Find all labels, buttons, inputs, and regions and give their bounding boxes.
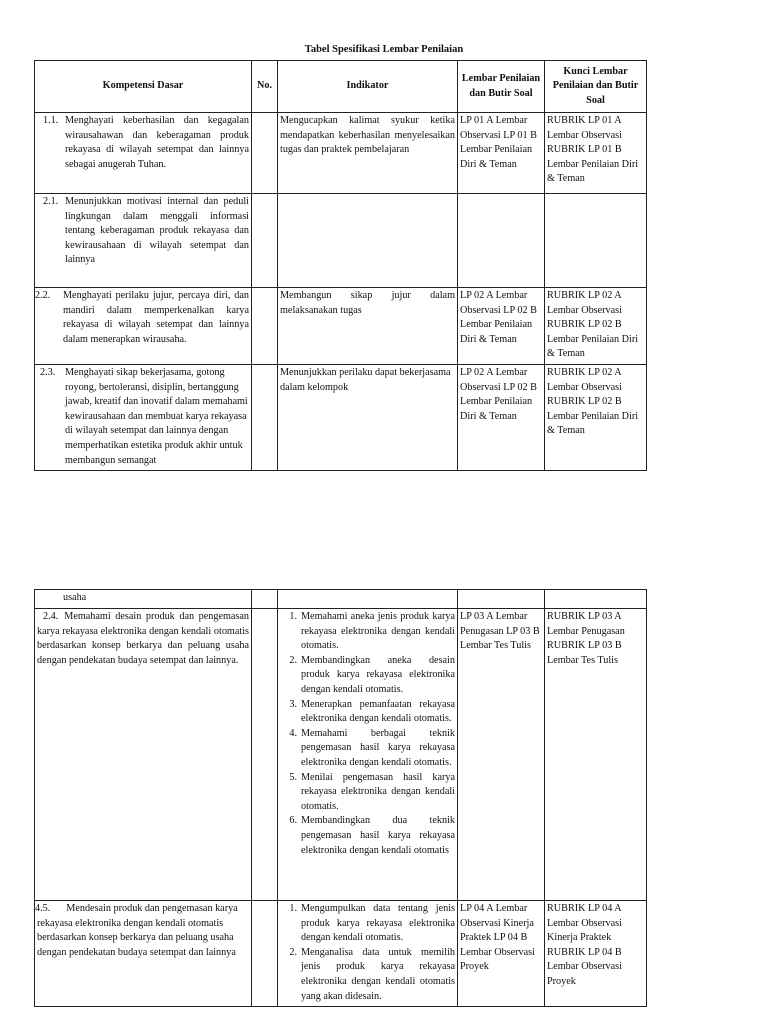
- indikator-cell: Menunjukkan perilaku dapat bekerjasama dalam kelompok: [278, 365, 458, 471]
- kd-number: 2.4.: [43, 611, 59, 622]
- kd-text: Menunjukkan motivasi internal dan peduli lingkungan dalam menggali informasi tentang keberagaman produk rekayasa dan kewirausahaan di wilayah setempat dan lainnya: [65, 196, 249, 266]
- indikator-item-text: Membandingkan dua teknik pengemasan hasil karya rekayasa elektronika dengan kendali otomatis: [301, 815, 455, 856]
- table-row: [35, 194, 647, 288]
- table-row: [35, 288, 647, 365]
- kd-cell: [35, 365, 252, 471]
- kunci-cell: RUBRIK LP 03 A Lembar Penugasan RUBRIK LP 03 B Lembar Tes Tulis: [545, 609, 647, 901]
- kd-cell: [35, 113, 252, 194]
- kd-text: Menghayati perilaku jujur, percaya diri, dan mandiri dalam memperkenalkan karya rekayasa di wilayah setempat dan lainnya dalam menerapkan wirausaha.: [63, 290, 249, 345]
- indikator-item-number: 5.: [289, 771, 297, 783]
- indikator-item: [280, 814, 455, 858]
- no-cell: [252, 113, 278, 194]
- indikator-cell: [278, 194, 458, 288]
- indikator-item-text: Memahami berbagai teknik pengemasan hasil karya rekayasa elektronika dengan kendali otomatis.: [301, 727, 455, 768]
- indikator-cell: [278, 590, 458, 609]
- header-lembar-penilaian: Lembar Penilaian dan Butir Soal: [458, 61, 545, 113]
- no-cell: [252, 194, 278, 288]
- indikator-item: [280, 902, 455, 946]
- kd-continuation-text: usaha: [63, 592, 87, 603]
- table-header-row: [35, 61, 647, 113]
- kd-cell: [35, 609, 252, 901]
- kd-text: Menghayati sikap bekerjasama, gotong royong, bertoleransi, disiplin, bertanggung jawab, kreatif dan inovatif dalam memahami kewirausahaan dan membuat karya rekayasa di wilayah setempat dan lainnya dengan memperhatikan estetika produk akhir untuk membangun semangat: [65, 367, 248, 466]
- table-row: [35, 590, 647, 609]
- kd-number: 2.3.: [40, 367, 56, 378]
- header-indikator: Indikator: [278, 61, 458, 113]
- kunci-cell: RUBRIK LP 04 A Lembar Observasi Kinerja Praktek RUBRIK LP 04 B Lembar Observasi Proyek: [545, 901, 647, 1007]
- indikator-item-number: 6.: [289, 815, 297, 827]
- indikator-item-number: 2.: [289, 946, 297, 958]
- indikator-item: [280, 727, 455, 771]
- indikator-item: [280, 654, 455, 698]
- table-row: [35, 901, 647, 1007]
- header-no: No.: [252, 61, 278, 113]
- kd-number: 4.5.: [35, 903, 51, 914]
- kd-cell: [35, 194, 252, 288]
- lembar-cell: LP 03 A Lembar Penugasan LP 03 B Lembar Tes Tulis: [458, 609, 545, 901]
- kd-cell: [35, 288, 252, 365]
- indikator-item-number: 4.: [289, 727, 297, 739]
- indikator-item-text: Mengumpulkan data tentang jenis produk karya rekayasa elektronika dengan kendali otomatis.: [301, 903, 455, 944]
- specification-table-continued: [34, 589, 647, 1007]
- no-cell: [252, 288, 278, 365]
- table-row: [35, 609, 647, 901]
- indikator-item-text: Menilai pengemasan hasil karya rekayasa elektronika dengan kendali otomatis.: [301, 771, 455, 812]
- indikator-cell: Membangun sikap jujur dalam melaksanakan tugas: [278, 288, 458, 365]
- header-kunci-lembar: Kunci Lembar Penilaian dan Butir Soal: [545, 61, 647, 113]
- kunci-cell: RUBRIK LP 01 A Lembar Observasi RUBRIK LP 01 B Lembar Penilaian Diri & Teman: [545, 113, 647, 194]
- lembar-cell: [458, 194, 545, 288]
- lembar-cell: LP 02 A Lembar Observasi LP 02 B Lembar Penilaian Diri & Teman: [458, 365, 545, 471]
- kd-number: 2.2.: [35, 290, 51, 301]
- lembar-cell: LP 02 A Lembar Observasi LP 02 B Lembar Penilaian Diri & Teman: [458, 288, 545, 365]
- indikator-item-number: 1.: [289, 903, 297, 914]
- kd-number: 2.1.: [43, 196, 59, 207]
- kd-cell: [35, 590, 252, 609]
- table-row: [35, 113, 647, 194]
- table-row: [35, 365, 647, 471]
- indikator-item-text: Menganalisa data untuk memilih jenis produk karya rekayasa elektronika dengan kendali otomatis yang akan didesain.: [301, 946, 455, 1002]
- kunci-cell: [545, 590, 647, 609]
- indikator-cell: [278, 901, 458, 1007]
- indikator-item: [280, 946, 455, 1004]
- indikator-cell: [278, 609, 458, 901]
- kd-cell: [35, 901, 252, 1007]
- no-cell: [252, 901, 278, 1007]
- indikator-cell: Mengucapkan kalimat syukur ketika mendapatkan keberhasilan menyelesaikan tugas dan praktek pembelajaran: [278, 113, 458, 194]
- lembar-cell: LP 01 A Lembar Observasi LP 01 B Lembar Penilaian Diri & Teman: [458, 113, 545, 194]
- header-kompetensi-dasar: Kompetensi Dasar: [35, 61, 252, 113]
- indikator-item: [280, 771, 455, 815]
- kd-text: Mendesain produk dan pengemasan karya rekayasa elektronika dengan kendali otomatis berdasarkan konsep berkarya dan peluang usaha dengan pendekatan budaya setempat dan lainnya: [37, 903, 238, 958]
- no-cell: [252, 609, 278, 901]
- no-cell: [252, 365, 278, 471]
- indikator-list: [280, 610, 455, 858]
- kunci-cell: [545, 194, 647, 288]
- indikator-item-number: 3.: [289, 698, 297, 710]
- kunci-cell: RUBRIK LP 02 A Lembar Observasi RUBRIK LP 02 B Lembar Penilaian Diri & Teman: [545, 288, 647, 365]
- table-title: Tabel Spesifikasi Lembar Penilaian: [304, 44, 464, 55]
- indikator-item: [280, 698, 455, 727]
- kd-text: Menghayati keberhasilan dan kegagalan wirausahawan dan keberagaman produk rekayasa di wilayah setempat dan lainnya sebagai anugerah Tuhan.: [65, 115, 249, 170]
- lembar-cell: [458, 590, 545, 609]
- indikator-item-number: 1.: [289, 611, 297, 622]
- kd-text: Memahami desain produk dan pengemasan karya rekayasa elektronika dengan kendali otomatis berdasarkan konsep berkarya dan peluang usaha dengan pendekatan budaya setempat dan lainnya.: [37, 611, 249, 666]
- indikator-item-text: Memahami aneka jenis produk karya rekayasa elektronika dengan kendali otomatis.: [301, 611, 455, 652]
- lembar-cell: LP 04 A Lembar Observasi Kinerja Praktek LP 04 B Lembar Observasi Proyek: [458, 901, 545, 1007]
- kd-number: 1.1.: [43, 115, 59, 126]
- kunci-cell: RUBRIK LP 02 A Lembar Observasi RUBRIK LP 02 B Lembar Penilaian Diri & Teman: [545, 365, 647, 471]
- no-cell: [252, 590, 278, 609]
- specification-table: [34, 60, 647, 471]
- indikator-item-number: 2.: [289, 654, 297, 666]
- indikator-item: [280, 610, 455, 654]
- indikator-list: [280, 902, 455, 1004]
- indikator-item-text: Menerapkan pemanfaatan rekayasa elektronika dengan kendali otomatis.: [301, 698, 455, 725]
- indikator-item-text: Membandingkan aneka desain produk karya rekayasa elektronika dengan kendali otomatis.: [301, 654, 455, 695]
